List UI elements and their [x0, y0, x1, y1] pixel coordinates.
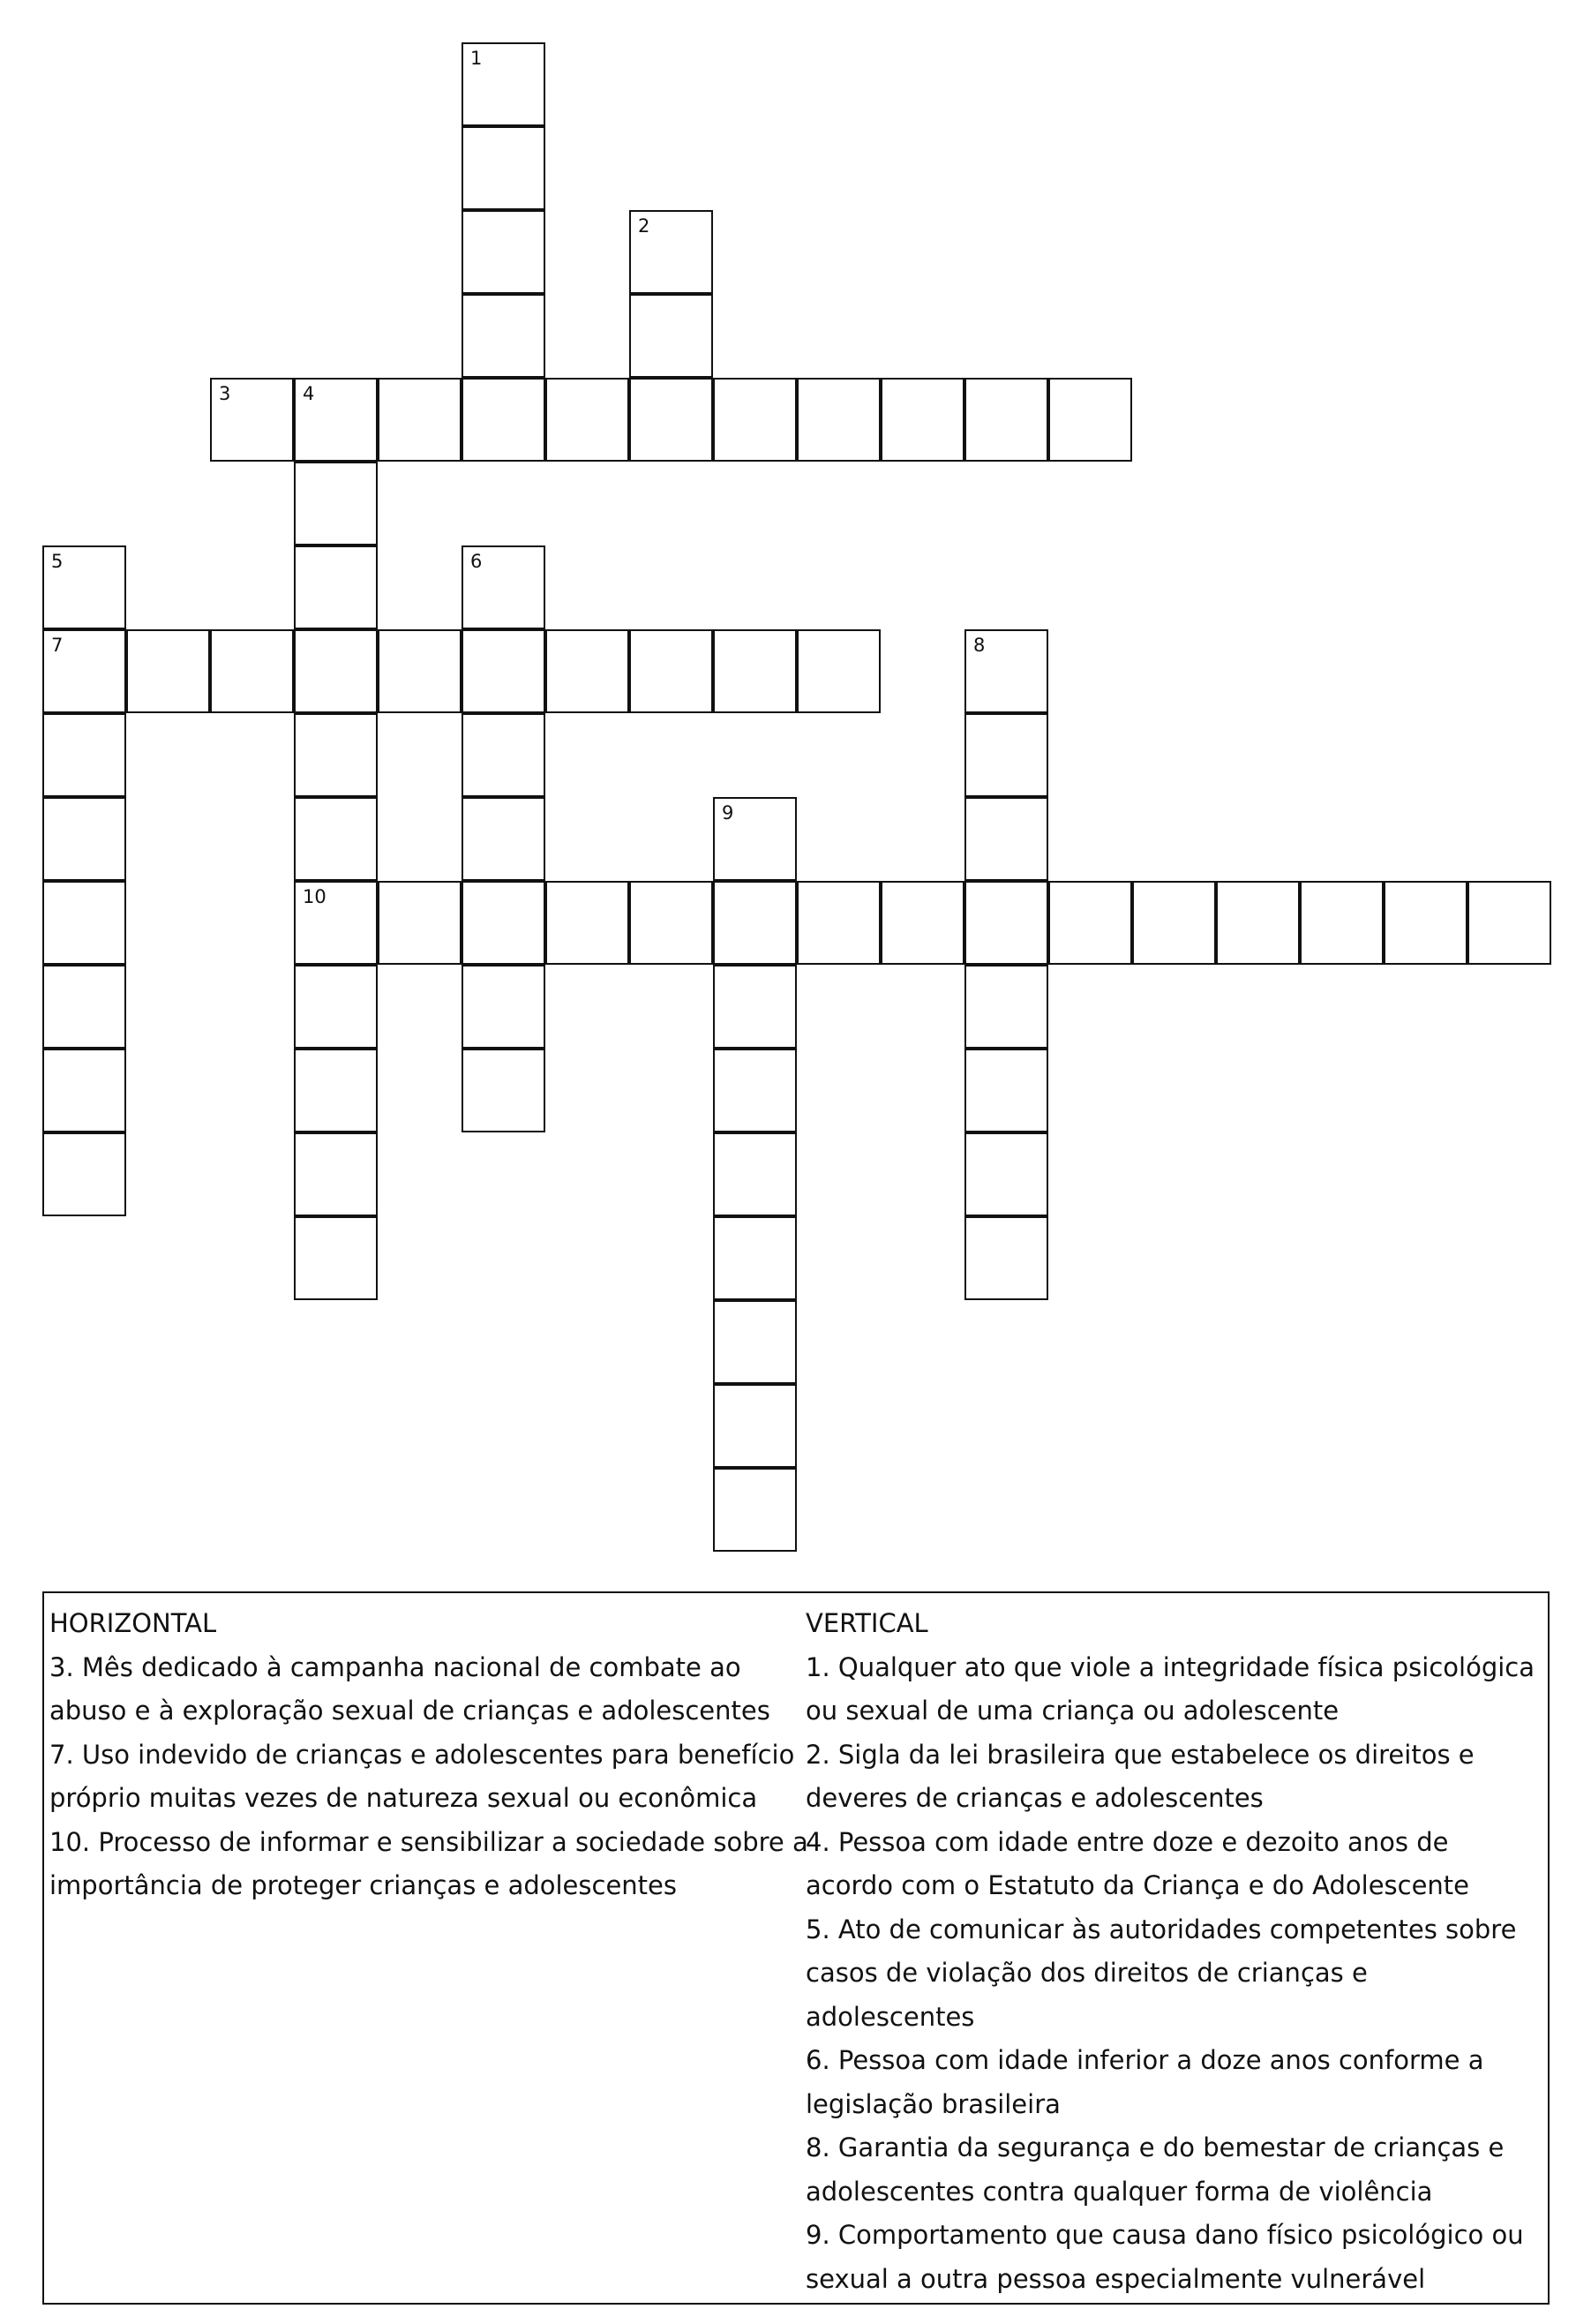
grid-cell[interactable] — [881, 378, 964, 462]
grid-cell[interactable] — [1467, 881, 1551, 965]
grid-cell[interactable] — [294, 713, 378, 797]
grid-cell[interactable] — [42, 545, 126, 629]
grid-cell[interactable] — [462, 965, 545, 1049]
grid-cell[interactable] — [462, 378, 545, 462]
grid-cell[interactable] — [42, 1132, 126, 1216]
grid-cell[interactable] — [462, 545, 545, 629]
grid-cell[interactable] — [713, 1468, 797, 1552]
clue-number: 8 — [973, 635, 986, 656]
grid-cell[interactable] — [545, 881, 629, 965]
clue-number: 5 — [51, 551, 64, 572]
grid-cell[interactable] — [42, 797, 126, 881]
clue-number: 6 — [470, 551, 483, 572]
grid-cell[interactable] — [462, 713, 545, 797]
grid-cell[interactable] — [964, 1216, 1048, 1300]
clue-number: 2 — [638, 215, 650, 237]
vertical-clue: 5. Ato de comunicar às autoridades competentes sobre casos de violação dos direitos de crianças e adolescentes — [806, 1914, 1517, 2032]
grid-cell[interactable] — [964, 965, 1048, 1049]
grid-cell[interactable] — [294, 797, 378, 881]
grid-cell[interactable] — [378, 881, 462, 965]
grid-cell[interactable] — [1300, 881, 1384, 965]
vertical-clue: 8. Garantia da segurança e do bemestar de crianças e adolescentes contra qualquer forma de violência — [806, 2132, 1505, 2207]
vertical-clues — [806, 1602, 1542, 2301]
grid-cell[interactable] — [713, 797, 797, 881]
grid-cell[interactable] — [964, 797, 1048, 881]
grid-cell[interactable] — [881, 881, 964, 965]
grid-cell[interactable] — [797, 881, 881, 965]
grid-cell[interactable] — [462, 42, 545, 126]
vertical-clue: 4. Pessoa com idade entre doze e dezoito anos de acordo com o Estatuto da Criança e do Adolescente — [806, 1826, 1470, 1900]
grid-cell[interactable] — [294, 1216, 378, 1300]
grid-cell[interactable] — [462, 1049, 545, 1132]
grid-cell[interactable] — [42, 713, 126, 797]
grid-cell[interactable] — [964, 378, 1048, 462]
vertical-clue: 1. Qualquer ato que viole a integridade física psicológica ou sexual de uma criança ou adolescente — [806, 1651, 1535, 1726]
grid-cell[interactable] — [294, 965, 378, 1049]
grid-cell[interactable] — [713, 1216, 797, 1300]
grid-cell[interactable] — [629, 881, 713, 965]
grid-cell[interactable] — [294, 545, 378, 629]
grid-cell[interactable] — [294, 881, 378, 965]
horizontal-clues — [49, 1602, 808, 1908]
grid-cell[interactable] — [713, 378, 797, 462]
grid-cell[interactable] — [629, 294, 713, 378]
grid-cell[interactable] — [294, 462, 378, 545]
horizontal-clue: 7. Uso indevido de crianças e adolescentes para benefício próprio muitas vezes de natureza sexual ou econômica — [49, 1739, 795, 1813]
clue-number: 9 — [722, 802, 734, 824]
clue-number: 1 — [470, 48, 483, 69]
grid-cell[interactable] — [797, 629, 881, 713]
horizontal-heading: HORIZONTAL — [49, 1608, 217, 1638]
grid-cell[interactable] — [545, 378, 629, 462]
grid-cell[interactable] — [713, 881, 797, 965]
grid-cell[interactable] — [713, 1132, 797, 1216]
vertical-clue: 9. Comportamento que causa dano físico psicológico ou sexual a outra pessoa especialmente vulnerável — [806, 2220, 1524, 2294]
grid-cell[interactable] — [713, 965, 797, 1049]
grid-cell[interactable] — [462, 629, 545, 713]
vertical-heading: VERTICAL — [806, 1608, 928, 1638]
grid-cell[interactable] — [964, 1049, 1048, 1132]
grid-cell[interactable] — [545, 629, 629, 713]
grid-cell[interactable] — [1132, 881, 1216, 965]
grid-cell[interactable] — [462, 294, 545, 378]
horizontal-clue: 10. Processo de informar e sensibilizar a sociedade sobre a importância de proteger crianças e adolescentes — [49, 1826, 808, 1900]
grid-cell[interactable] — [964, 881, 1048, 965]
grid-cell[interactable] — [294, 629, 378, 713]
grid-cell[interactable] — [378, 378, 462, 462]
clue-number: 3 — [219, 383, 231, 404]
grid-cell[interactable] — [964, 1132, 1048, 1216]
grid-cell[interactable] — [713, 1300, 797, 1384]
grid-cell[interactable] — [210, 629, 294, 713]
grid-cell[interactable] — [1048, 881, 1132, 965]
clue-number: 4 — [303, 383, 315, 404]
grid-cell[interactable] — [964, 713, 1048, 797]
grid-cell[interactable] — [629, 629, 713, 713]
grid-cell[interactable] — [797, 378, 881, 462]
grid-cell[interactable] — [462, 126, 545, 210]
vertical-clue: 6. Pessoa com idade inferior a doze anos conforme a legislação brasileira — [806, 2045, 1484, 2119]
grid-cell[interactable] — [713, 1049, 797, 1132]
grid-cell[interactable] — [210, 378, 294, 462]
grid-cell[interactable] — [42, 629, 126, 713]
grid-cell[interactable] — [42, 965, 126, 1049]
grid-cell[interactable] — [126, 629, 210, 713]
grid-cell[interactable] — [42, 1049, 126, 1132]
grid-cell[interactable] — [713, 629, 797, 713]
vertical-clue: 2. Sigla da lei brasileira que estabelece os direitos e deveres de crianças e adolescentes — [806, 1739, 1475, 1813]
grid-cell[interactable] — [629, 378, 713, 462]
clue-number: 10 — [303, 886, 326, 907]
clue-box — [42, 1591, 1550, 2305]
grid-cell[interactable] — [462, 797, 545, 881]
grid-cell[interactable] — [1216, 881, 1300, 965]
grid-cell[interactable] — [42, 881, 126, 965]
grid-cell[interactable] — [462, 210, 545, 294]
grid-cell[interactable] — [1048, 378, 1132, 462]
grid-cell[interactable] — [294, 1049, 378, 1132]
grid-cell[interactable] — [964, 629, 1048, 713]
grid-cell[interactable] — [713, 1384, 797, 1468]
horizontal-clue: 3. Mês dedicado à campanha nacional de combate ao abuso e à exploração sexual de crianças e adolescentes — [49, 1651, 770, 1726]
grid-cell[interactable] — [1384, 881, 1467, 965]
grid-cell[interactable] — [294, 378, 378, 462]
grid-cell[interactable] — [294, 1132, 378, 1216]
clue-number: 7 — [51, 635, 64, 656]
grid-cell[interactable] — [378, 629, 462, 713]
grid-cell[interactable] — [462, 881, 545, 965]
grid-cell[interactable] — [629, 210, 713, 294]
